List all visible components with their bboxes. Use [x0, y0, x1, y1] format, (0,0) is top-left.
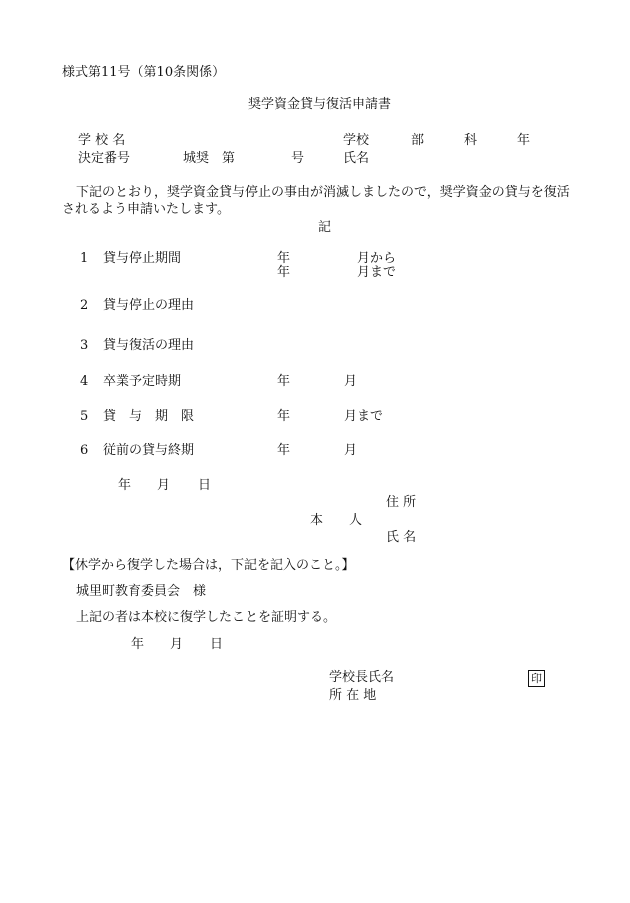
document-title: 奨学資金貸与復活申請書: [248, 97, 392, 112]
item-6-year: 年: [277, 443, 291, 458]
addressee: 城里町教育委員会 様: [76, 584, 207, 599]
decision-number-label: 決定番号: [78, 151, 131, 166]
year-label: 年: [517, 133, 531, 148]
item-4-label: 卒業予定時期: [103, 374, 182, 389]
shoushou-label: 城奨: [183, 151, 210, 166]
school-name-label: 学 校 名: [78, 133, 126, 148]
item-1-label: 貸与停止期間: [103, 251, 182, 266]
dai-label: 第: [222, 151, 236, 166]
item-1-month-from: 月から: [357, 251, 397, 266]
item-6-label: 従前の貸与終期: [103, 443, 195, 458]
note-reenrollment: 【休学から復学した場合は，下記を記入のこと。】: [62, 558, 355, 573]
item-2-number: 2: [80, 298, 89, 313]
course-label: 科: [464, 133, 478, 148]
applicant-signature-name-label: 氏 名: [386, 530, 417, 545]
item-2-label: 貸与停止の理由: [103, 298, 195, 313]
intro-line-1: 下記のとおり，奨学資金貸与停止の事由が消滅しましたので，奨学資金の貸与を復活: [76, 185, 570, 200]
item-5-month: 月まで: [344, 409, 384, 424]
item-3-number: 3: [80, 338, 89, 353]
seal-box: 印: [528, 670, 545, 687]
school-location-label: 所 在 地: [329, 688, 377, 703]
gou-label: 号: [291, 151, 305, 166]
item-1-year-to: 年: [277, 265, 291, 280]
item-5-number: 5: [80, 409, 89, 424]
date1-month: 月: [157, 478, 171, 493]
item-5-year: 年: [277, 409, 291, 424]
item-1-year-from: 年: [277, 251, 291, 266]
school-suffix: 学校: [343, 133, 370, 148]
item-4-month: 月: [344, 374, 358, 389]
intro-line-2: されるよう申請いたします。: [62, 202, 230, 217]
department-label: 部: [411, 133, 425, 148]
item-1-month-to: 月まで: [357, 265, 397, 280]
certification-text: 上記の者は本校に復学したことを証明する。: [76, 610, 337, 625]
date2-month: 月: [170, 637, 184, 652]
date1-day: 日: [198, 478, 212, 493]
date2-day: 日: [210, 637, 224, 652]
form-number: 様式第11号（第10条関係）: [62, 65, 226, 80]
applicant-person-label: 本 人: [310, 513, 363, 528]
item-4-number: 4: [80, 374, 89, 389]
ki-heading: 記: [318, 220, 332, 235]
applicant-name-label: 氏名: [343, 151, 370, 166]
item-3-label: 貸与復活の理由: [103, 338, 195, 353]
item-6-month: 月: [344, 443, 358, 458]
date2-year: 年: [131, 637, 145, 652]
item-5-label: 貸 与 期 限: [103, 409, 195, 424]
date1-year: 年: [118, 478, 132, 493]
applicant-address-label: 住 所: [386, 495, 417, 510]
item-6-number: 6: [80, 443, 89, 458]
item-1-number: 1: [80, 251, 89, 266]
item-4-year: 年: [277, 374, 291, 389]
principal-name-label: 学校長氏名: [329, 670, 395, 685]
